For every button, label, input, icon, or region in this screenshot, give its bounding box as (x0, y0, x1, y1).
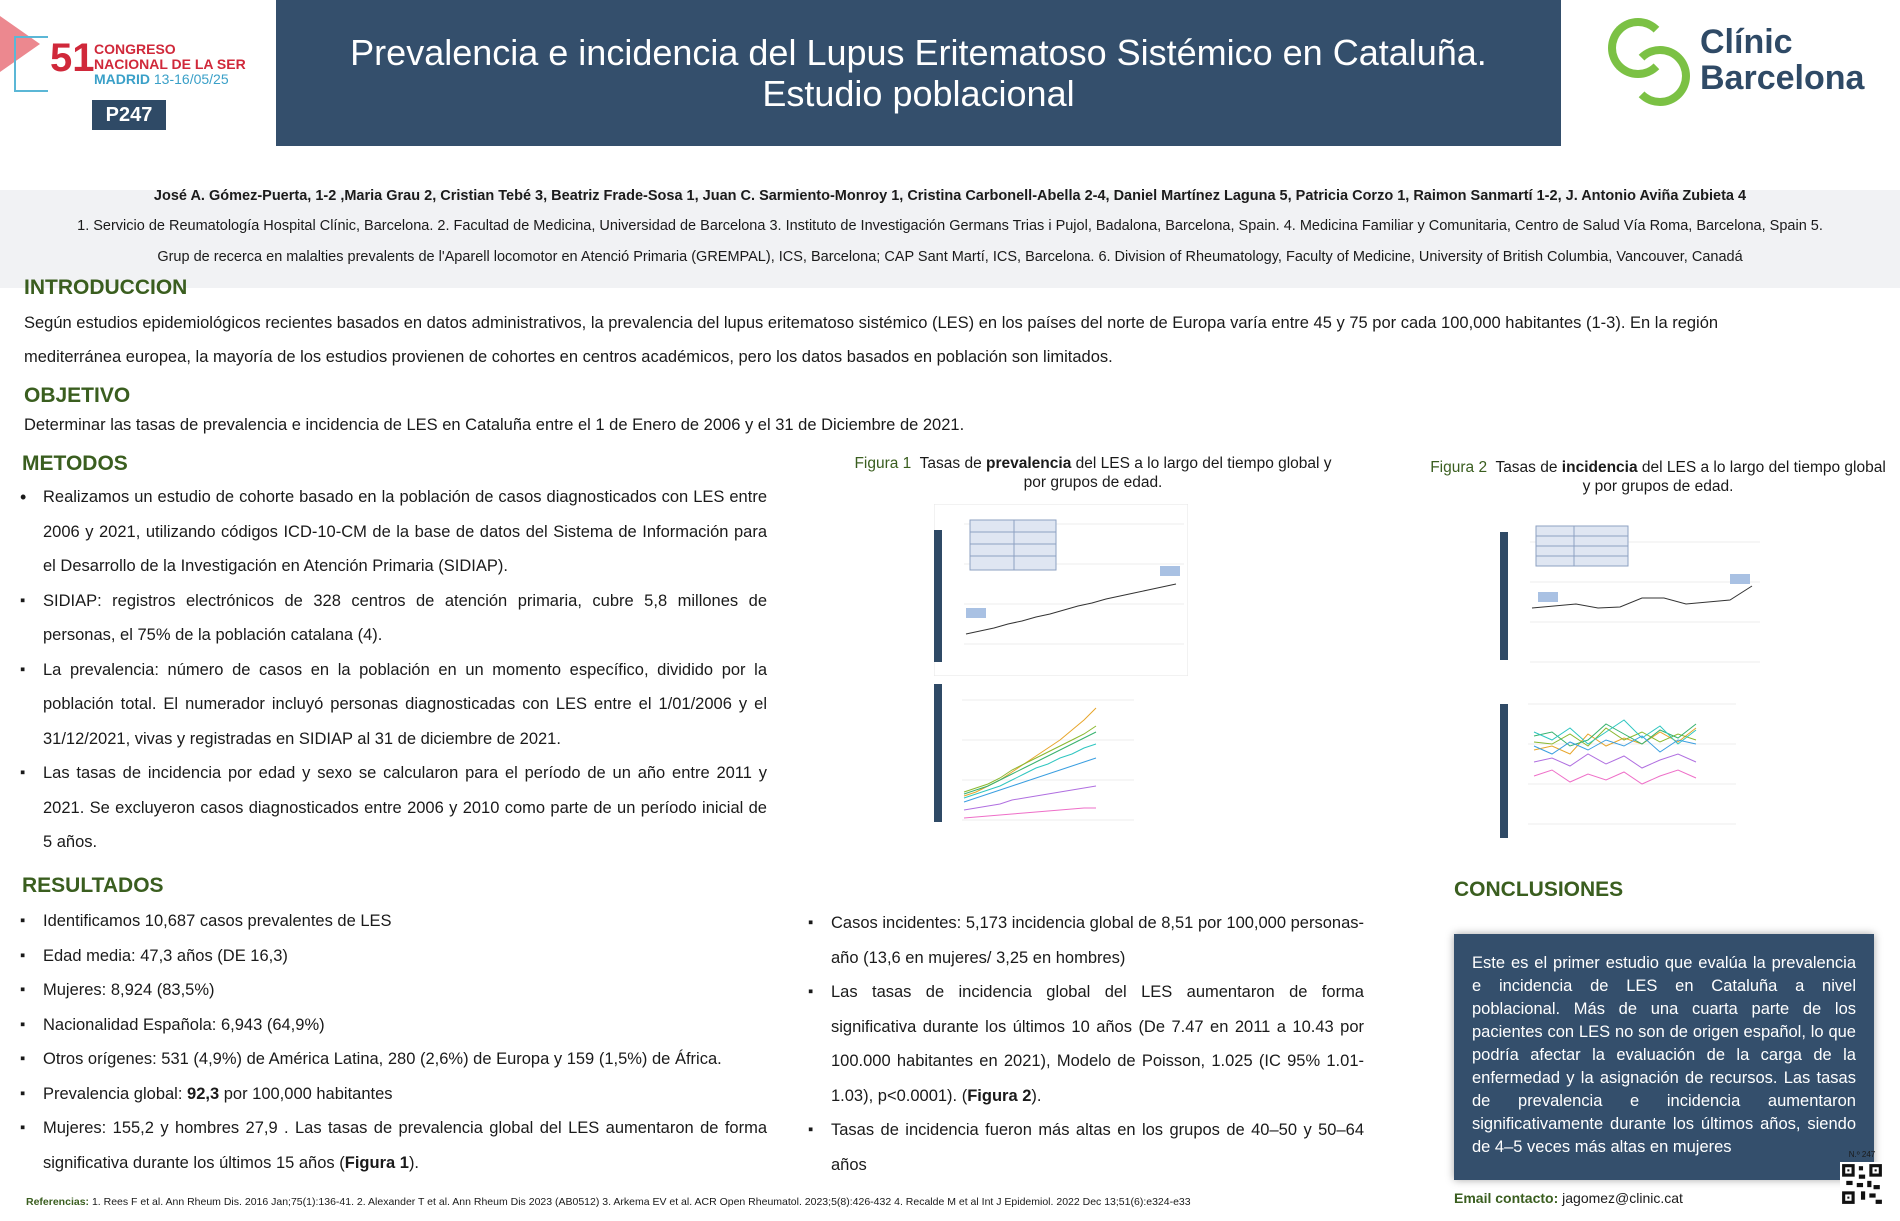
intro-text: Según estudios epidemiológicos recientes basados en datos administrativos, la prevalencia del lupus eritematoso sistémico (LES) en los países del norte de Europa varía entre 45 y 75 por cada 100,000 habitantes (1-3). En la región mediterránea europea, la mayoría de los estudios provienen de cohortes en centros académicos, pero los datos basados en población son limitados. (24, 314, 1719, 366)
methods-item: ▪ Las tasas de incidencia por edad y sexo se calcularon para el período de un año entre 2011 y 2021. Se excluyeron casos diagnosticados entre 2006 y 2010 como parte de un período inicial de 5 años. (20, 756, 767, 860)
affiliations-line1: 1. Servicio de Reumatología Hospital Clínic, Barcelona. 2. Facultad de Medicina, Universidad de Barcelona 3. Instituto de Investigación Germans Trias i Pujol, Badalona, Barcelona, Spain. 4. Medicina Familiar y Comunitaria, Centro de Salud Vía Roma, Barcelona, Spain 5. (77, 218, 1823, 234)
result-item: ▪ Nacionalidad Española: 6,943 (64,9%) (20, 1008, 767, 1043)
results-right-list (808, 906, 1364, 1182)
result-item: ▪ Tasas de incidencia fueron más altas en los grupos de 40–50 y 50–64 años (808, 1113, 1364, 1182)
qr-code-icon (1840, 1162, 1884, 1206)
figure1-age-chart (934, 680, 1134, 846)
institution-name-line1: Clínic (1700, 23, 1793, 61)
figure2-caption (1428, 458, 1888, 496)
author-list: José A. Gómez-Puerta, 1-2 ,Maria Grau 2, Cristian Tebé 3, Beatriz Frade-Sosa 1, Juan C. Sarmiento-Monroy 1, Cristina Carbonell-Abella 2-4, Daniel Martínez Laguna 5, Patricia Corzo 1, Raimon Sanmartí 1-2, J. Antonio Aviña Zubieta 4 (153, 188, 1747, 204)
results-left-list (20, 904, 767, 1180)
congress-line1: CONGRESO (94, 41, 176, 57)
figure2-age-chart (1500, 684, 1736, 844)
conclusions-box (1454, 934, 1874, 1180)
institution-name-line2: Barcelona (1700, 59, 1865, 97)
poster-title-line1: Prevalencia e incidencia del Lupus Eritematoso Sistémico en Cataluña. (350, 32, 1487, 73)
result-item: ▪ Mujeres: 8,924 (83,5%) (20, 973, 767, 1008)
figure1-caption-bold: prevalencia (986, 455, 1072, 472)
figure2-global-chart (1500, 522, 1764, 672)
congress-line2: NACIONAL DE LA SER (94, 56, 246, 72)
qr-label: N.º 247 (1848, 1150, 1876, 1159)
poster-id-badge: P247 (92, 100, 166, 130)
congress-number: 51 (50, 36, 95, 80)
conclusions-heading: CONCLUSIONES (1454, 878, 1624, 901)
methods-list (20, 480, 767, 860)
objective-text: Determinar las tasas de prevalencia e incidencia de LES en Cataluña entre el 1 de Enero de 2006 y el 31 de Diciembre de 2021. (24, 416, 965, 434)
figure1-global-chart (934, 504, 1188, 676)
result-item: ▪ Identificamos 10,687 casos prevalentes de LES (20, 904, 767, 939)
figure2-caption-post: del LES a lo largo del tiempo global y por grupos de edad. (1582, 459, 1886, 495)
result-item: ▪ Casos incidentes: 5,173 incidencia global de 8,51 por 100,000 personas-año (13,6 en mujeres/ 3,25 en hombres) (808, 906, 1364, 975)
authors-band (0, 190, 1900, 288)
result-item: ▪ Edad media: 47,3 años (DE 16,3) (20, 939, 767, 974)
methods-item: ▪ La prevalencia: número de casos en la población en un momento específico, dividido por la población total. El numerador incluyó personas diagnosticadas con LES entre el 1/01/2006 y el 31/12/2021, vivas y registradas en SIDIAP al 31 de diciembre de 2021. (20, 653, 767, 757)
figure2-caption-pre: Tasas de (1495, 459, 1562, 476)
methods-heading: METODOS (22, 452, 128, 475)
congress-city-dates: MADRID 13-16/05/25 (94, 71, 229, 87)
result-item: ▪ Otros orígenes: 531 (4,9%) de América Latina, 280 (2,6%) de Europa y 159 (1,5%) de África. (20, 1042, 767, 1077)
poster-title-line2: Estudio poblacional (762, 73, 1075, 114)
result-item: ▪ Prevalencia global: 92,3 por 100,000 habitantes (20, 1077, 767, 1112)
contact: Email contacto: jagomez@clinic.cat (1454, 1190, 1683, 1206)
methods-item: • Realizamos un estudio de cohorte basado en la población de casos diagnosticados con LES entre 2006 y 2021, utilizando códigos ICD-10-CM de la base de datos del Sistema de Información para el Desarrollo de la Investigación en Atención Primaria (SIDIAP). (20, 480, 767, 584)
affiliations-line2: Grup de recerca en malalties prevalents de l'Aparell locomotor en Atenció Primaria (GREMPAL), ICS, Barcelona; CAP Sant Martí, ICS, Barcelona. 6. Division of Rheumatology, Faculty of Medicine, University of British Columbia, Vancouver, Canadá (157, 249, 1743, 265)
figure1-caption-post: del LES a lo largo del tiempo global y por grupos de edad. (1023, 455, 1332, 491)
results-heading: RESULTADOS (22, 874, 164, 897)
objective-heading: OBJETIVO (24, 384, 131, 407)
qr-code[interactable] (1836, 1150, 1888, 1212)
result-item: ▪ Mujeres: 155,2 y hombres 27,9 . Las tasas de prevalencia global del LES aumentaron de forma significativa durante los últimos 15 años (Figura 1). (20, 1111, 767, 1180)
methods-item: ▪ SIDIAP: registros electrónicos de 328 centros de atención primaria, cubre 5,8 millones de personas, el 75% de la población catalana (4). (20, 584, 767, 653)
congress-logo (0, 0, 270, 140)
conclusions-text: Este es el primer estudio que evalúa la prevalencia e incidencia de LES en Cataluña a nivel poblacional. Más de una cuarta parte de los pacientes con LES no son de origen español, lo que podría afectar la evaluación de la carga de la enfermedad y la asignación de recursos. Las tasas de prevalencia e incidencia aumentaron significativamente durante los últimos años, siendo de 4–5 veces más altas en mujeres (1472, 954, 1856, 1156)
contact-email[interactable]: jagomez@clinic.cat (1558, 1190, 1683, 1206)
intro-heading: INTRODUCCION (24, 276, 188, 299)
logo-ring-icon (1630, 46, 1690, 106)
figure2-label: Figura 2 (1430, 459, 1488, 476)
references: Referencias: 1. Rees F et al. Ann Rheum Dis. 2016 Jan;75(1):136-41. 2. Alexander T et al. Ann Rheum Dis 2023 (AB0512) 3. Arkema EV et al. ACR Open Rheumatol. 2023;5(8):426-432 4. Recalde M et al Int J Epidemiol. 2022 Dec 13;51(6):e324-e33 (26, 1196, 1191, 1208)
figure2-caption-bold: incidencia (1561, 459, 1638, 476)
figure1-label: Figura 1 (854, 455, 912, 472)
institution-logo (1604, 6, 1894, 110)
figure1-caption (848, 454, 1338, 492)
figure1-caption-pre: Tasas de (919, 455, 987, 472)
title-banner (276, 0, 1561, 146)
congress-logo-frame (14, 36, 48, 92)
result-item: ▪ Las tasas de incidencia global del LES aumentaron de forma significativa durante los últimos 10 años (De 7.47 en 2011 a 10.43 por 100.000 habitantes en 2021), Modelo de Poisson, 1.025 (IC 95% 1.01-1.03), p<0.0001). (Figura 2). (808, 975, 1364, 1113)
